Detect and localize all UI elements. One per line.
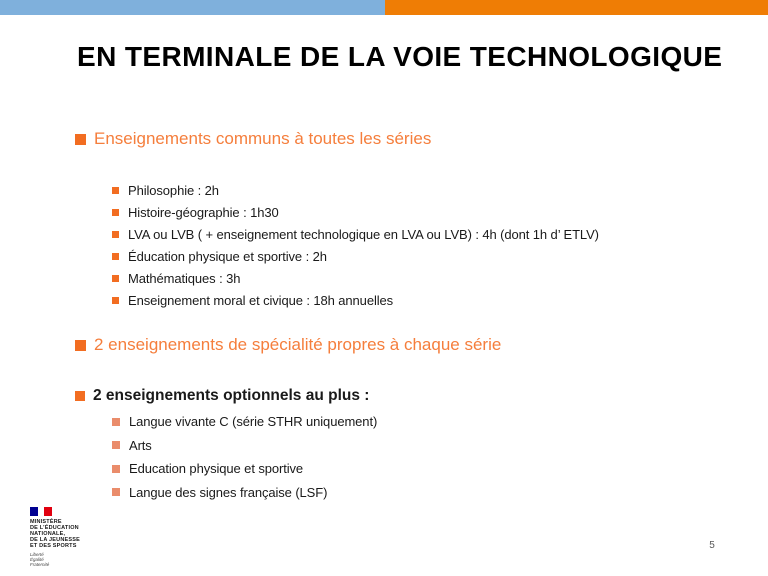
list-item-label: Philosophie : 2h [128,182,219,198]
square-bullet-icon [112,253,119,260]
top-bar-orange-segment [385,0,768,15]
commons-list [112,179,599,311]
list-item [112,481,377,505]
heading-label: Enseignements communs à toutes les séries [94,129,432,148]
square-bullet-icon [112,231,119,238]
list-item-label: Mathématiques : 3h [128,270,241,286]
square-bullet-icon [112,209,119,216]
square-bullet-icon [112,297,119,304]
flag-blue-band [30,507,38,516]
list-item [112,410,377,434]
ministry-line: DE L’ÉDUCATION [30,525,79,531]
page-number: 5 [709,540,715,551]
square-bullet-icon [112,441,120,449]
square-bullet-icon [112,488,120,496]
motto-line: Liberté [30,552,44,557]
flag-red-band [44,507,52,516]
ministry-logo [30,507,110,567]
list-item [112,289,599,311]
list-item-label: Enseignement moral et civique : 18h annuelles [128,292,394,308]
ministry-name [30,519,110,549]
heading-enseignements-specialite [75,335,501,355]
list-item [112,457,377,481]
square-bullet-icon [75,391,85,401]
ministry-line: ET DES SPORTS [30,543,77,549]
square-bullet-icon [75,134,86,145]
heading-label: 2 enseignements optionnels au plus : [93,387,370,404]
list-item-label: Éducation physique et sportive : 2h [128,248,327,264]
square-bullet-icon [112,465,120,473]
list-item-label: Histoire-géographie : 1h30 [128,204,279,220]
french-flag-icon [30,507,52,516]
motto-line: Égalité [30,557,44,562]
heading-label: 2 enseignements de spécialité propres à chaque série [94,335,502,354]
list-item-label: Arts [129,437,152,453]
republic-motto [30,552,110,567]
ministry-line: NATIONALE, [30,531,66,537]
list-item-label: Education physique et sportive [129,461,304,477]
list-item [112,267,599,289]
list-item [112,179,599,201]
heading-enseignements-optionnels [75,387,369,405]
top-bar-blue-segment [0,0,385,15]
list-item [112,434,377,458]
slide-title: EN TERMINALE DE LA VOIE TECHNOLOGIQUE [77,41,723,72]
square-bullet-icon [75,340,86,351]
ministry-line: MINISTÈRE [30,519,62,525]
motto-line: Fraternité [30,562,50,567]
square-bullet-icon [112,187,119,194]
square-bullet-icon [112,418,120,426]
list-item-label: Langue des signes française (LSF) [129,484,328,500]
list-item-label: Langue vivante C (série STHR uniquement) [129,414,378,430]
ministry-line: DE LA JEUNESSE [30,537,80,543]
square-bullet-icon [112,275,119,282]
heading-enseignements-communs [75,129,431,149]
list-item-label: LVA ou LVB ( + enseignement technologique en LVA ou LVB) : 4h (dont 1h d’ ETLV) [128,226,599,242]
list-item [112,223,599,245]
optionnels-list [112,410,377,504]
list-item [112,201,599,223]
list-item [112,245,599,267]
